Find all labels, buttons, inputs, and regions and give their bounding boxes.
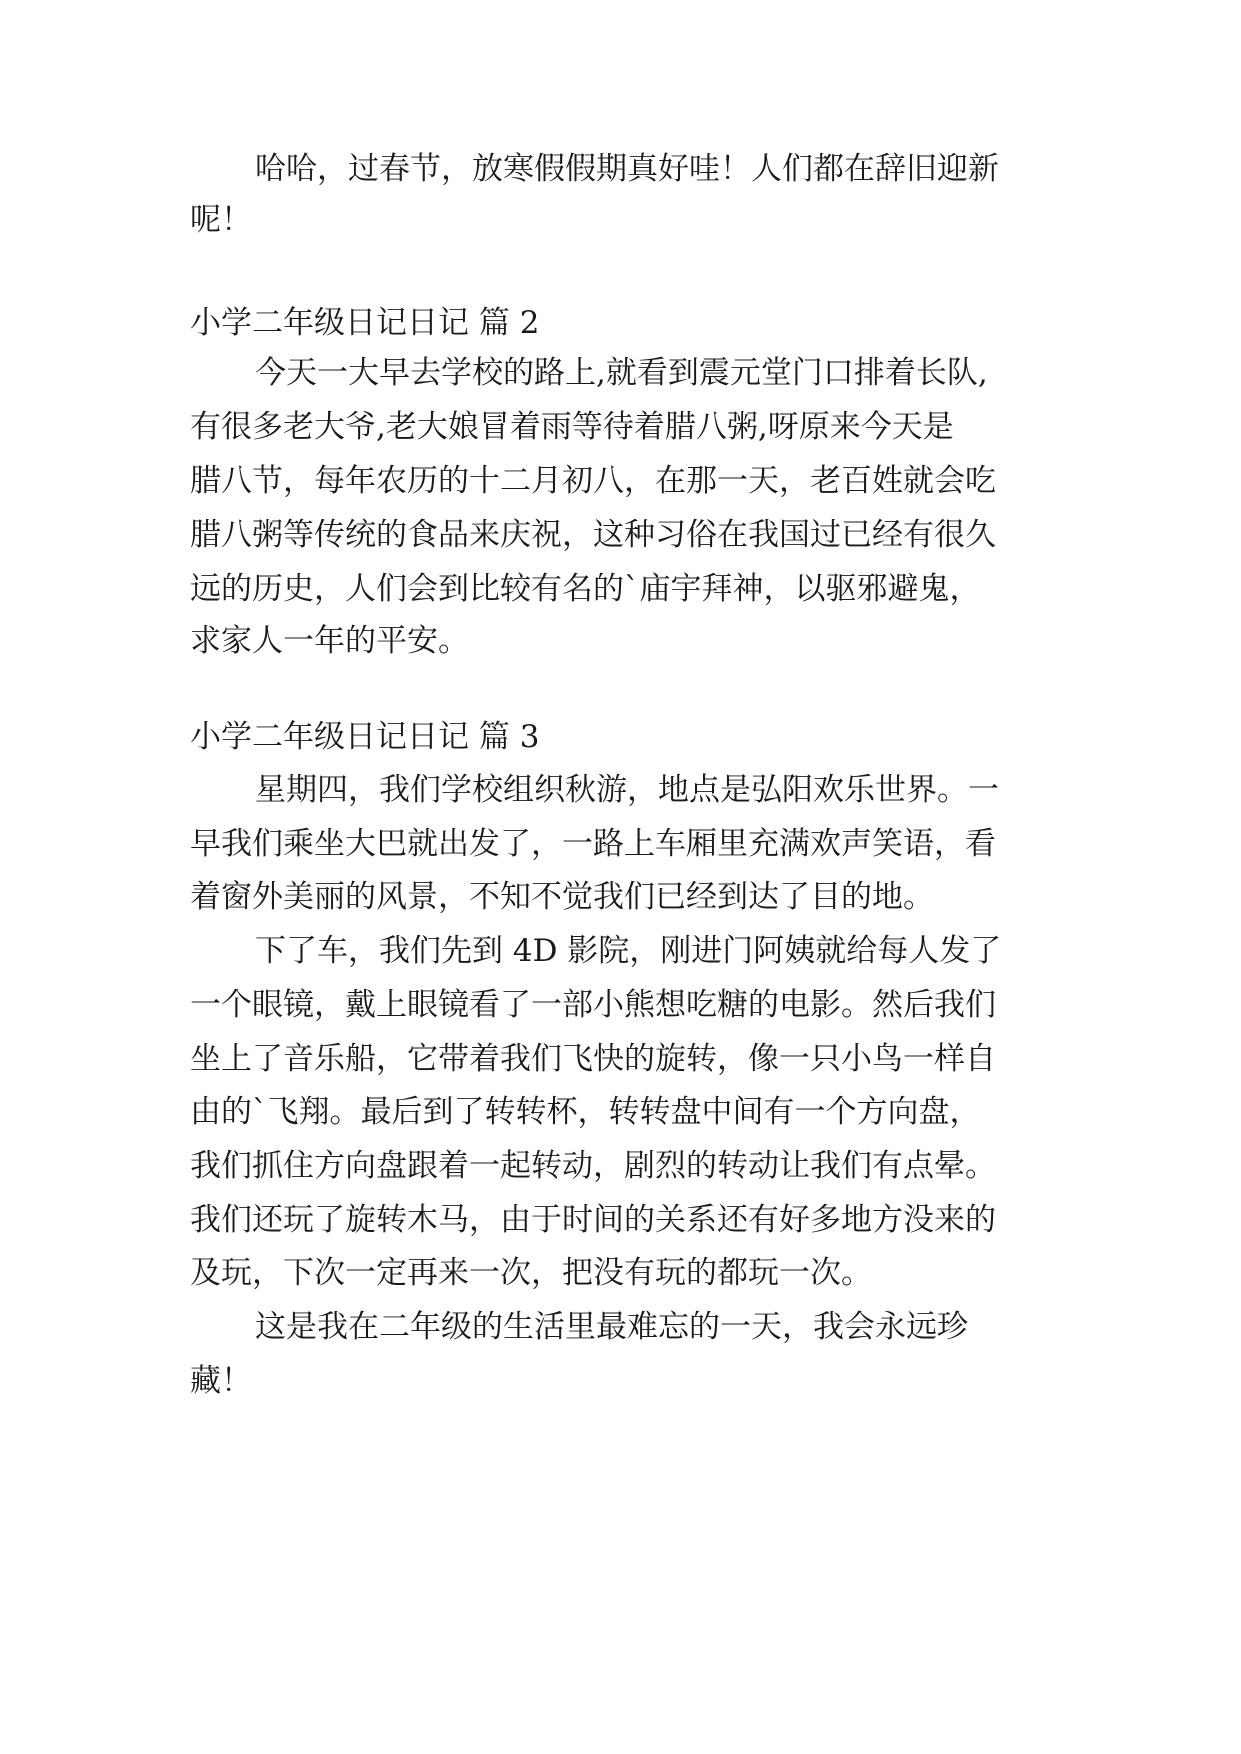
paragraph-line: 由的`飞翔。最后到了转转杯，转转盘中间有一个方向盘， — [190, 1094, 981, 1130]
paragraph-line: 求家人一年的平安。 — [190, 623, 469, 659]
paragraph-line: 藏！ — [190, 1363, 252, 1399]
paragraph-line: 有很多老大爷,老大娘冒着雨等待着腊八粥,呀原来今天是 — [190, 409, 954, 445]
paragraph-line: 腊八粥等传统的食品来庆祝，这种习俗在我国过已经有很久 — [190, 517, 996, 553]
intro-line: 哈哈，过春节，放寒假假期真好哇！人们都在辞旧迎新 — [255, 151, 999, 187]
paragraph-line: 腊八节，每年农历的十二月初八，在那一天，老百姓就会吃 — [190, 463, 996, 499]
paragraph-line: 星期四，我们学校组织秋游，地点是弘阳欢乐世界。一 — [255, 772, 999, 808]
paragraph-line: 一个眼镜，戴上眼镜看了一部小熊想吃糖的电影。然后我们 — [190, 987, 996, 1023]
paragraph-line: 远的历史，人们会到比较有名的`庙宇拜神，以驱邪避鬼， — [190, 571, 981, 607]
paragraph-line: 下了车，我们先到 4D 影院，刚进门阿姨就给每人发了 — [255, 933, 1002, 969]
paragraph-line: 我们抓住方向盘跟着一起转动，剧烈的转动让我们有点晕。 — [190, 1148, 996, 1184]
paragraph-line: 早我们乘坐大巴就出发了，一路上车厢里充满欢声笑语，看 — [190, 826, 996, 862]
paragraph-line: 我们还玩了旋转木马，由于时间的关系还有好多地方没来的 — [190, 1202, 996, 1238]
intro-line: 呢！ — [190, 202, 252, 238]
paragraph-line: 今天一大早去学校的路上,就看到震元堂门口排着长队, — [255, 355, 988, 391]
paragraph-line: 这是我在二年级的生活里最难忘的一天，我会永远珍 — [255, 1309, 968, 1345]
paragraph-line: 坐上了音乐船，它带着我们飞快的旋转，像一只小鸟一样自 — [190, 1041, 996, 1077]
section-heading: 小学二年级日记日记 篇 2 — [190, 305, 540, 341]
paragraph-line: 着窗外美丽的风景，不知不觉我们已经到达了目的地。 — [190, 879, 934, 915]
paragraph-line: 及玩，下次一定再来一次，把没有玩的都玩一次。 — [190, 1255, 872, 1291]
section-heading: 小学二年级日记日记 篇 3 — [190, 719, 540, 755]
